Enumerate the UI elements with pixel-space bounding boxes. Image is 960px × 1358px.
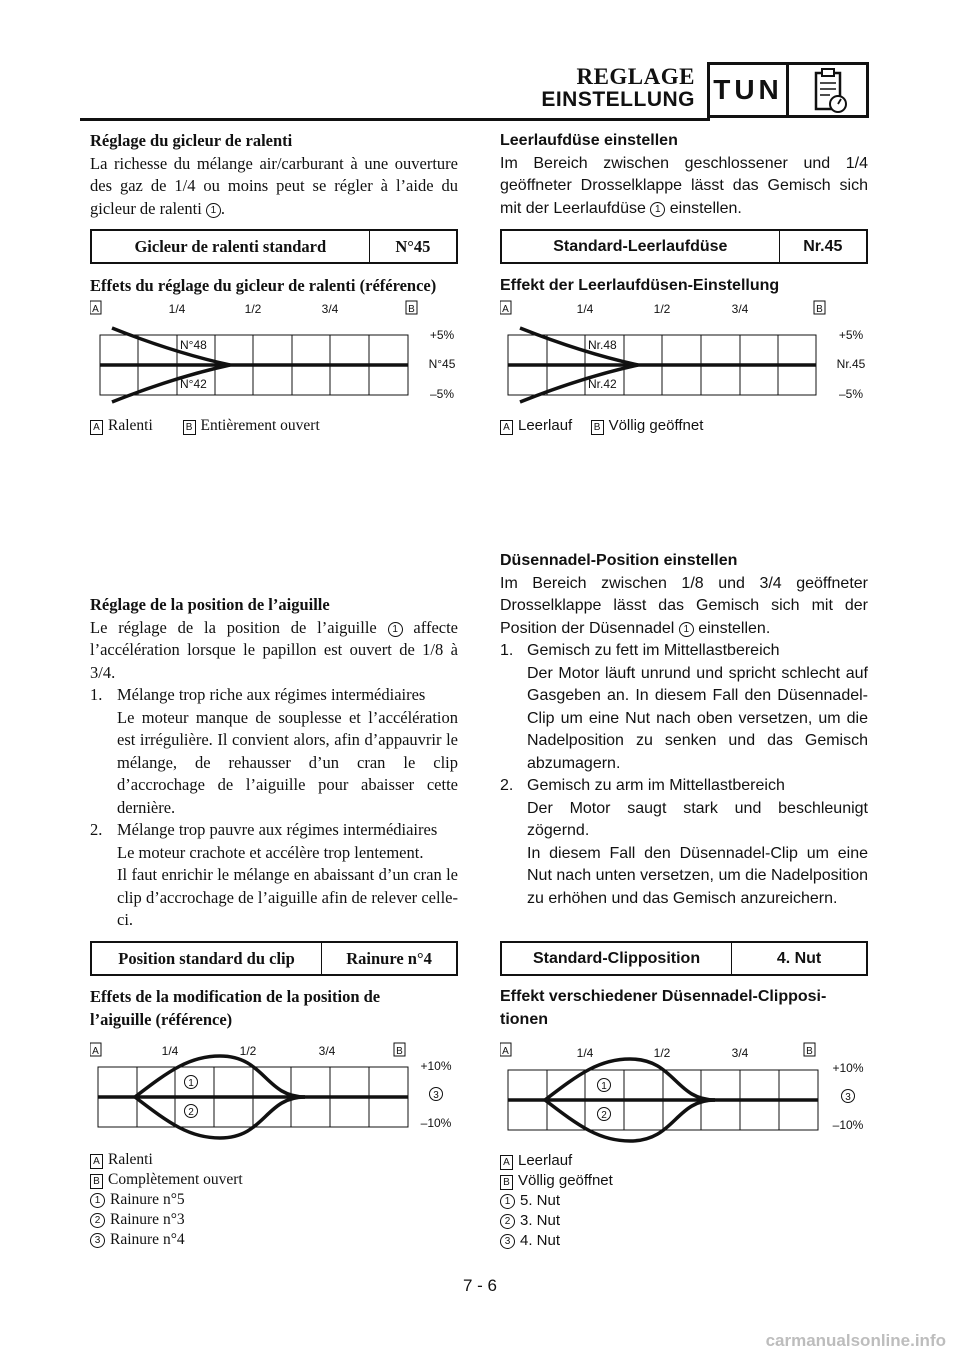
chart-marker-b-label: B — [408, 304, 415, 315]
fr-clip-spec-table — [90, 941, 458, 976]
series-42-label: N°42 — [180, 377, 207, 391]
clipboard-timer-icon — [789, 65, 866, 118]
svg-text:B: B — [816, 304, 823, 315]
fr-idle-spec-label: Gicleur de ralenti standard — [91, 230, 369, 263]
fr-idle-text: La richesse du mélange air/carburant à une ouverture des gaz de 1/4 ou moins peut se régler à l’aide du gicleur de ralenti 1 . — [90, 153, 458, 218]
y-label-plus: +10% — [420, 1059, 452, 1073]
section-badge: TUN — [707, 62, 789, 118]
svg-text:A: A — [502, 1046, 509, 1057]
fr-clip-chart-heading: Effets de la modification de la position de l’aiguille (référence) — [90, 987, 381, 1029]
de-idle-heading: Leerlaufdüse einstellen — [500, 132, 678, 149]
y-label-mid: 3 — [845, 1092, 851, 1103]
fr-clip-chart — [90, 1040, 460, 1145]
x-tick-1-2: 1/2 — [653, 1046, 671, 1060]
svg-text:B: B — [396, 1046, 403, 1057]
fr-idle-section — [90, 130, 458, 220]
chart-marker-a-label: A — [92, 304, 99, 315]
de-idle-spec-label: Standard-Leerlaufdüse — [501, 230, 779, 263]
header-title-de: EINSTELLUNG — [541, 88, 695, 111]
de-clip-spec-value: 4. Nut — [732, 942, 867, 975]
svg-text:A: A — [502, 304, 509, 315]
de-needle-heading: Düsennadel-Position einstellen — [500, 552, 738, 569]
de-clip-spec-table — [500, 941, 868, 976]
svg-text:A: A — [92, 1046, 99, 1057]
x-tick-1-4: 1/4 — [576, 302, 594, 316]
fr-clip-legend: A Ralenti B Complètement ouvert 1 Rainure n°5 2 Rainure n°3 3 Rainure n°4 — [90, 1150, 458, 1250]
x-tick-1-4: 1/4 — [168, 302, 186, 316]
series-42-line — [112, 365, 230, 402]
y-label-plus: +5% — [838, 328, 864, 342]
y-label-plus: +10% — [832, 1061, 864, 1075]
series-48-label: Nr.48 — [588, 338, 617, 352]
x-tick-3-4: 3/4 — [318, 1044, 336, 1058]
series-1-line — [135, 1056, 305, 1097]
series-48-line — [112, 328, 230, 365]
fr-idle-chart — [90, 298, 460, 408]
y-label-mid: Nr.45 — [836, 357, 866, 371]
de-idle-chart — [500, 298, 870, 408]
x-tick-3-4: 3/4 — [731, 302, 749, 316]
x-tick-1-4: 1/4 — [161, 1044, 179, 1058]
fr-needle-text: Le réglage de la position de l’aiguille 1 affecte l’accélération lorsque le papillon est ouvert de 1/8 à 3/4. — [90, 617, 458, 682]
series-1-line — [545, 1059, 715, 1100]
fr-list-item-2: 2. Mélange trop pauvre aux régimes intermédiaires Le moteur crachote et accélère trop lentement. Il faut enrichir le mélange en abaissant d’un cran le clip d’accrochage de l’aiguille afin de relever celle-ci. — [90, 820, 458, 929]
y-label-minus: –5% — [838, 387, 864, 401]
y-label-plus: +5% — [429, 328, 455, 342]
series-48-line — [520, 328, 638, 365]
header-rule — [80, 118, 710, 121]
fr-needle-heading: Réglage de la position de l’aiguille — [90, 595, 330, 614]
legend-ralenti: Ralenti — [108, 417, 153, 434]
de-clip-spec-label: Standard-Clipposition — [501, 942, 732, 975]
de-list-item-2: 2. Gemisch zu arm im Mittellastbereich Der Motor saugt stark und beschleunigt zögernd. In diesem Fall den Düsennadel-Clip um eine Nut nach unten versetzen, um die Nadelposition zu erhöhen und das Gemisch anzureichern. — [500, 777, 868, 907]
de-idle-chart-heading: Effekt der Leerlaufdüsen-Einstellung — [500, 277, 780, 294]
de-needle-section — [500, 550, 868, 910]
y-label-minus: –5% — [429, 387, 455, 401]
header-title-fr: REGLAGE — [576, 64, 695, 89]
fr-clip-spec-label: Position standard du clip — [91, 942, 322, 975]
de-clip-legend: A Leerlauf B Völlig geöffnet 1 5. Nut 2 3. Nut 3 4. Nut — [500, 1151, 868, 1251]
fr-idle-spec-value: N°45 — [369, 230, 457, 263]
de-idle-spec-table — [500, 229, 868, 264]
series-48-label: N°48 — [180, 338, 207, 352]
de-clip-chart — [500, 1040, 870, 1145]
x-tick-1-2: 1/2 — [244, 302, 262, 316]
fr-clip-spec-value: Rainure n°4 — [322, 942, 457, 975]
series-42-line — [520, 365, 638, 402]
de-needle-text: Im Bereich zwischen 1/8 und 3/4 geöffneter Drosselklappe lässt das Gemisch sich mit der Position der Düsennadel 1 einstellen. — [500, 574, 868, 637]
y-label-mid: N°45 — [428, 357, 456, 371]
legend-ouvert: Entièrement ouvert — [200, 417, 320, 434]
series-2-line — [135, 1097, 305, 1138]
legend-leerlauf: Leerlauf — [518, 417, 573, 434]
fr-idle-legend: A Ralenti B Entièrement ouvert — [90, 415, 458, 438]
series-1-label: 1 — [601, 1081, 607, 1092]
fr-list-item-1: 1. Mélange trop riche aux régimes intermédiaires Le moteur manque de souplesse et l’accélération est irrégulière. Il convient alors, afin d’appauvrir le mélange, de rehausser d’un cran le clip d’accrochage de l’aiguille pour abaisser cette dernière. — [90, 685, 458, 817]
de-idle-spec-value: Nr.45 — [779, 230, 867, 263]
y-label-minus: –10% — [832, 1118, 864, 1132]
legend-geoeffnet: Völlig geöffnet — [608, 417, 704, 434]
y-label-minus: –10% — [420, 1116, 452, 1130]
fr-idle-heading: Réglage du gicleur de ralenti — [90, 131, 293, 150]
x-tick-1-4: 1/4 — [576, 1046, 594, 1060]
series-2-label: 2 — [601, 1110, 607, 1121]
de-idle-text: Im Bereich zwischen geschlossener und 1/4 geöffneter Drosselklappe lässt das Gemisch sich mit der Leerlaufdüse 1 einstellen. — [500, 154, 868, 217]
series-42-label: Nr.42 — [588, 377, 617, 391]
y-label-mid: 3 — [433, 1090, 439, 1101]
page-number: 7 - 6 — [462, 1276, 498, 1295]
series-1-label: 1 — [188, 1078, 194, 1089]
ref-1-marker: 1 — [206, 203, 221, 218]
section-icon-box — [789, 62, 869, 118]
x-tick-1-2: 1/2 — [653, 302, 671, 316]
fr-idle-chart-heading: Effets du réglage du gicleur de ralenti (référence) — [90, 276, 437, 295]
fr-needle-section — [90, 594, 458, 932]
series-2-label: 2 — [188, 1107, 194, 1118]
svg-text:B: B — [806, 1046, 813, 1057]
de-idle-section — [500, 130, 868, 220]
x-tick-1-2: 1/2 — [239, 1044, 257, 1058]
de-clip-chart-heading: Effekt verschiedener Düsennadel-Clipposi-tionen — [500, 988, 827, 1028]
x-tick-3-4: 3/4 — [731, 1046, 749, 1060]
watermark: carmanualsonline.info — [765, 1331, 946, 1350]
x-tick-3-4: 3/4 — [321, 302, 339, 316]
series-2-line — [545, 1100, 715, 1141]
de-idle-legend: A Leerlauf B Völlig geöffnet — [500, 415, 868, 438]
fr-idle-spec-table — [90, 229, 458, 264]
de-list-item-1: 1. Gemisch zu fett im Mittellastbereich Der Motor läuft unrund und spricht schlecht auf Gasgeben an. In diesem Fall den Düsennadel-Clip um eine Nut nach oben versetzen, um die Nadelposition zu senken und das Gemisch abzumagern. — [500, 642, 868, 772]
